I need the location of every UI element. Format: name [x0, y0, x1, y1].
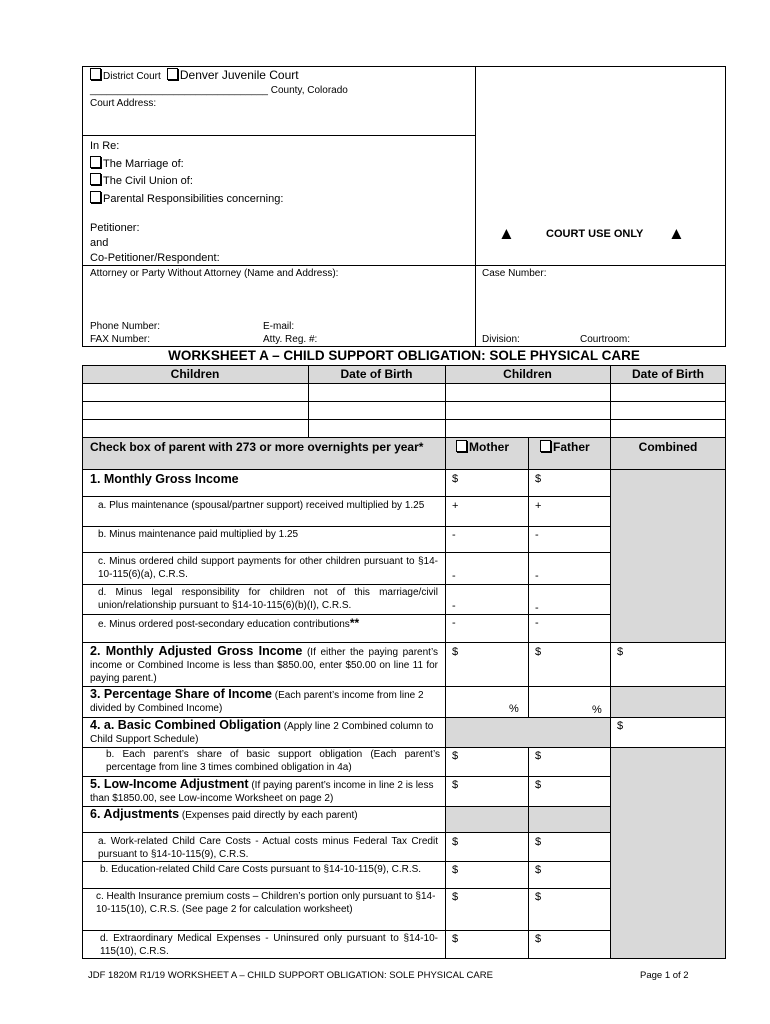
triangle-left-icon: ▲ — [498, 224, 515, 243]
combined-label: Combined — [638, 440, 698, 454]
father-label: Father — [553, 440, 590, 454]
line4a-row — [90, 719, 440, 746]
line6a-mother-dollar[interactable]: $ — [452, 836, 459, 848]
ws-row-rule — [82, 584, 610, 585]
division-label: Division: — [482, 334, 520, 345]
line1d-label: d. Minus legal responsibility for children not of this marriage/civil union/relationship pursuant to §14-10-115(6)(b)(I), C.R.S. — [98, 587, 438, 611]
line6-note: (Expenses paid directly by each parent) — [179, 810, 358, 821]
line1e-father-minus[interactable]: - — [535, 617, 539, 629]
ws-col-rule — [445, 437, 446, 959]
marriage-label: The Marriage of: — [103, 158, 184, 170]
county-blank[interactable]: ________________________________ — [90, 85, 268, 96]
line1a-father-plus[interactable]: + — [535, 500, 542, 512]
line6d-mother-dollar[interactable]: $ — [452, 933, 459, 945]
case-number-label: Case Number: — [482, 268, 547, 279]
worksheet-title: WORKSHEET A – CHILD SUPPORT OBLIGATION: SOLE PHYSICAL CARE — [168, 348, 640, 363]
civil-union-label: The Civil Union of: — [103, 175, 193, 187]
line1e-mother-minus[interactable]: - — [452, 617, 456, 629]
county-label: County, Colorado — [270, 85, 348, 96]
line1e-row — [98, 617, 438, 631]
dob-header-1: Date of Birth — [340, 367, 413, 381]
atty-reg-label: Atty. Reg. #: — [263, 334, 318, 345]
mother-option — [456, 440, 509, 455]
attorney-label: Attorney or Party Without Attorney (Name and Address): — [90, 268, 339, 279]
overnights-label: Check box of parent with 273 or more overnights per year* — [90, 440, 424, 454]
courtroom-label: Courtroom: — [580, 334, 631, 345]
line6c-mother-dollar[interactable]: $ — [452, 891, 459, 903]
line5-row — [90, 778, 440, 805]
line2-mother-dollar[interactable]: $ — [452, 646, 459, 658]
line1d-mother-minus[interactable]: - — [452, 600, 456, 612]
line3-mother-percent[interactable]: % — [509, 703, 519, 715]
phone-label: Phone Number: — [90, 321, 161, 332]
line1d-father-minus[interactable]: - — [535, 602, 539, 614]
father-checkbox[interactable] — [540, 440, 551, 452]
case-type-civil-union — [90, 173, 193, 188]
line6d-label: d. Extraordinary Medical Expenses - Uninsured only pursuant to §14-10-115(10), C.R.S. — [100, 933, 438, 957]
line4b-father-dollar[interactable]: $ — [535, 750, 542, 762]
ws-row-rule — [82, 888, 610, 889]
ws-row-rule — [82, 496, 610, 497]
in-re-label: In Re: — [90, 140, 120, 152]
ws-row-rule — [82, 642, 726, 643]
children-header-2: Children — [503, 367, 552, 381]
marriage-checkbox[interactable] — [90, 156, 101, 168]
juvenile-court-checkbox[interactable] — [167, 68, 178, 80]
line6b-mother-dollar[interactable]: $ — [452, 864, 459, 876]
line4a-heading: 4. a. Basic Combined Obligation — [90, 718, 282, 732]
line1a-label: a. Plus maintenance (spousal/partner support) received multiplied by 1.25 — [98, 500, 425, 511]
line1c-label: c. Minus ordered child support payments for other children pursuant to §14-10-115(6)(a), C.R.S. — [98, 556, 438, 580]
line1-father-dollar[interactable]: $ — [535, 473, 542, 485]
line3-heading: 3. Percentage Share of Income — [90, 687, 273, 701]
case-type-marriage — [90, 156, 184, 171]
line6a-father-dollar[interactable]: $ — [535, 836, 542, 848]
parental-checkbox[interactable] — [90, 191, 101, 203]
line3-row — [90, 688, 440, 715]
mother-label: Mother — [469, 440, 509, 454]
email-label: E-mail: — [263, 321, 295, 332]
district-court-label: District Court — [103, 71, 161, 82]
line5-mother-dollar[interactable]: $ — [452, 779, 459, 791]
children-rule — [82, 401, 726, 402]
line3-note: (Each parent’s income from line 2 divided by Combined Income) — [90, 690, 424, 714]
line1b-label: b. Minus maintenance paid multiplied by 1.25 — [98, 529, 299, 540]
line5-father-dollar[interactable]: $ — [535, 779, 542, 791]
line6b-father-dollar[interactable]: $ — [535, 864, 542, 876]
line4a-note: (Apply line 2 Combined column to Child Support Schedule) — [90, 721, 434, 745]
ws-row-rule — [82, 861, 610, 862]
case-type-parental — [90, 191, 283, 206]
line2-father-dollar[interactable]: $ — [535, 646, 542, 658]
and-label: and — [90, 237, 109, 249]
caption-rule-1 — [82, 135, 475, 136]
ws-row-rule — [82, 469, 726, 470]
line6b-label: b. Education-related Child Care Costs pursuant to §14-10-115(9), C.R.S. — [100, 864, 422, 875]
line1c-father-minus[interactable]: - — [535, 570, 539, 582]
parental-label: Parental Responsibilities concerning: — [103, 193, 284, 205]
line1c-mother-minus[interactable]: - — [452, 570, 456, 582]
line2-row — [90, 645, 438, 685]
juvenile-court-label: Denver Juvenile Court — [179, 68, 299, 82]
line1b-mother-minus[interactable]: - — [452, 529, 456, 541]
respondent-label: Co-Petitioner/Respondent: — [90, 252, 220, 264]
line6c-label: c. Health Insurance premium costs – Children’s portion only pursuant to §14-10-115(10), C.R.S. (See page 2 for calculation worksheet) — [96, 891, 436, 915]
caption-divider — [475, 66, 476, 347]
mother-checkbox[interactable] — [456, 440, 467, 452]
ws-col-rule — [528, 437, 529, 717]
line4a-combined-dollar[interactable]: $ — [617, 720, 624, 732]
line5-heading: 5. Low-Income Adjustment — [90, 777, 249, 791]
caption-box — [82, 66, 726, 347]
petitioner-label: Petitioner: — [90, 222, 140, 234]
triangle-right-icon: ▲ — [668, 224, 685, 243]
ws-col-rule — [610, 437, 611, 959]
ws-row-rule — [82, 930, 610, 931]
court-address-label: Court Address: — [90, 98, 157, 109]
line3-father-percent[interactable]: % — [592, 704, 602, 716]
line2-note: (If either the paying parent’s income or Combined Income is less than $850.00, enter $50.00 on line 11 for paying parent.) — [90, 647, 438, 684]
line6-heading: 6. Adjustments — [90, 807, 180, 821]
ws-col-rule — [528, 747, 529, 959]
line1-label: 1. Monthly Gross Income — [90, 472, 239, 486]
ws-row-rule — [82, 832, 610, 833]
county-line — [90, 84, 348, 97]
line4b-label: b. Each parent’s share of basic support obligation (Each parent’s percentage from line 3 times combined obligation in 4a) — [106, 749, 440, 773]
line1e-label: e. Minus ordered post-secondary education contributions — [98, 619, 350, 630]
line6-row — [90, 808, 440, 822]
children-rule — [82, 419, 726, 420]
children-rule — [82, 383, 726, 384]
district-court-checkbox[interactable] — [90, 68, 101, 80]
line1e-footnote-mark: ** — [349, 616, 360, 630]
ws-row-rule — [82, 614, 610, 615]
court-selection — [90, 68, 299, 84]
caption-rule-2 — [82, 265, 726, 266]
footer-page-number: Page 1 of 2 — [640, 970, 689, 981]
civil-union-checkbox[interactable] — [90, 173, 101, 185]
line5-note: (If paying parent’s income in line 2 is less than $1850.00, see Low-income Worksheet on page 2) — [90, 780, 434, 804]
line6d-father-dollar[interactable]: $ — [535, 933, 542, 945]
line6a-label: a. Work-related Child Care Costs - Actual costs minus Federal Tax Credit pursuant to §14-10-115(9), C.R.S. — [98, 836, 438, 860]
line6c-father-dollar[interactable]: $ — [535, 891, 542, 903]
court-use-only-label: COURT USE ONLY — [546, 228, 644, 240]
ws-row-rule — [82, 526, 610, 527]
ws-row-rule — [82, 552, 610, 553]
dob-header-2: Date of Birth — [632, 367, 704, 381]
line1a-mother-plus[interactable]: + — [452, 500, 459, 512]
footer-form-id: JDF 1820M R1/19 WORKSHEET A – CHILD SUPPORT OBLIGATION: SOLE PHYSICAL CARE — [88, 970, 493, 981]
line2-heading: 2. Monthly Adjusted Gross Income — [90, 644, 303, 658]
line2-combined-dollar[interactable]: $ — [617, 646, 624, 658]
line1b-father-minus[interactable]: - — [535, 529, 539, 541]
children-header-1: Children — [170, 367, 220, 381]
father-option — [540, 440, 590, 455]
line4b-mother-dollar[interactable]: $ — [452, 750, 459, 762]
fax-label: FAX Number: — [90, 334, 151, 345]
line1-mother-dollar[interactable]: $ — [452, 473, 459, 485]
